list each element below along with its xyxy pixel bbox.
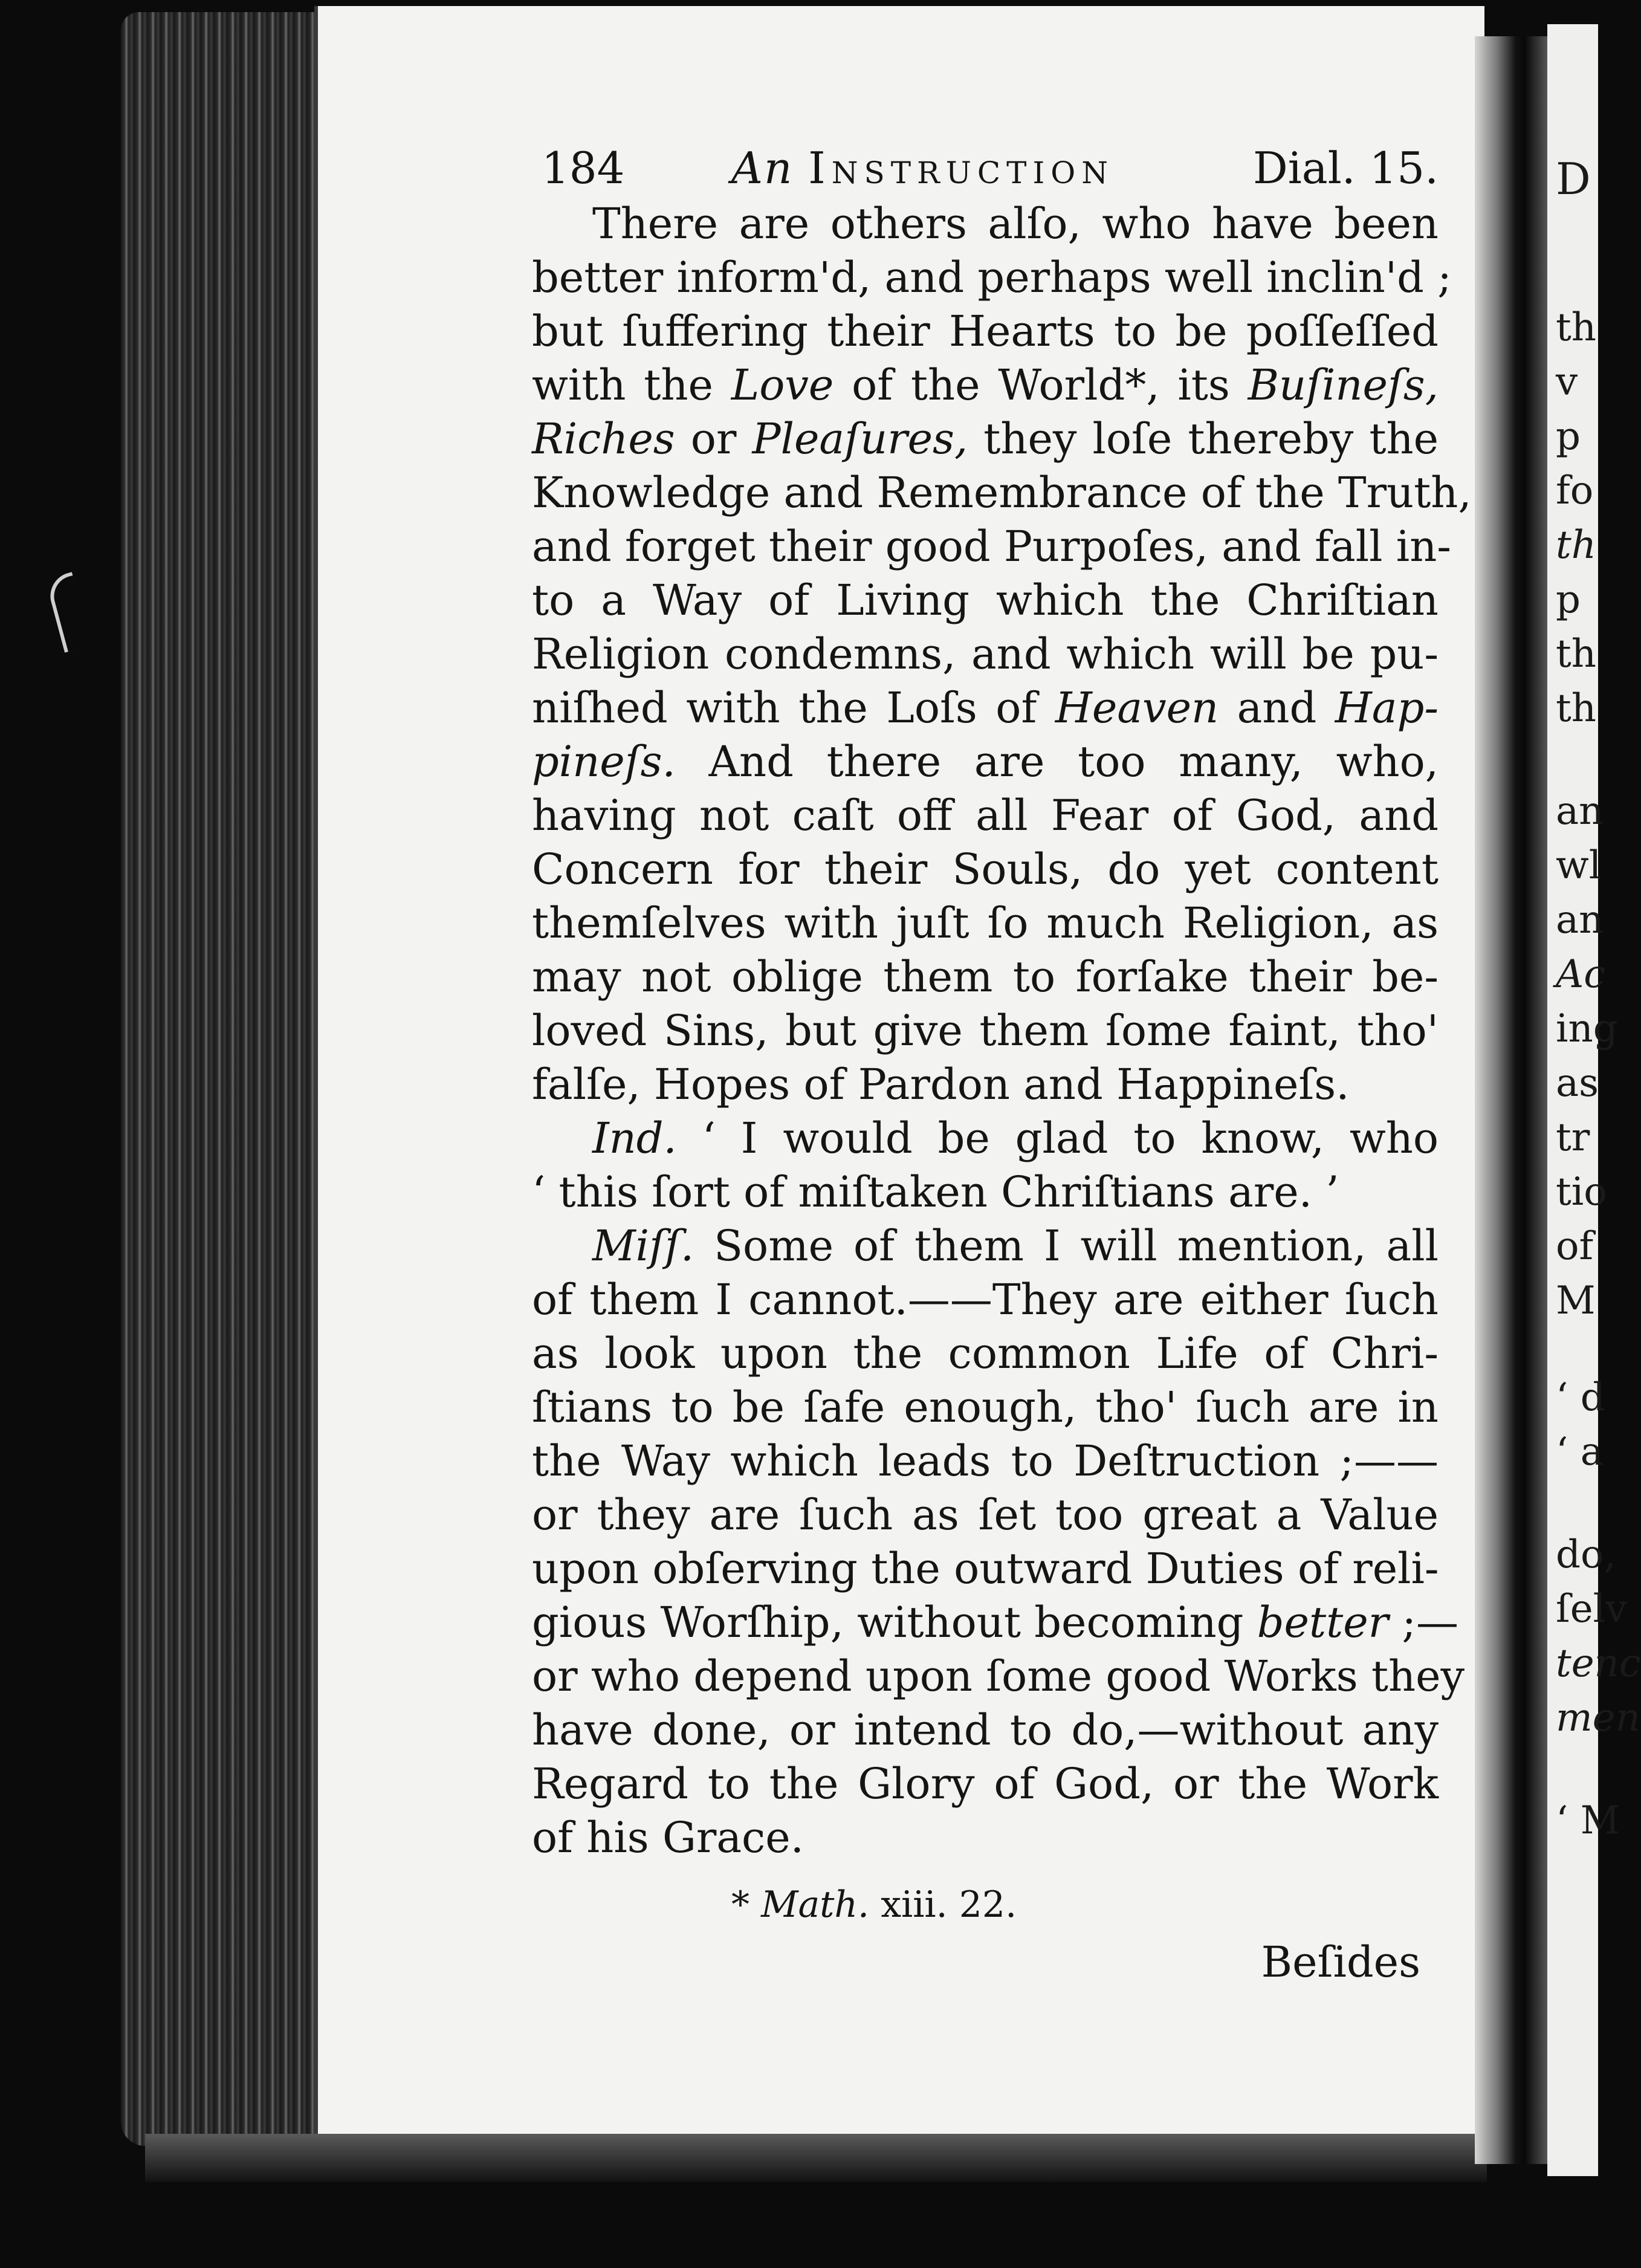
right-page-fragment: tr	[1556, 1115, 1590, 1160]
footnote-ref-italic: Math.	[761, 1884, 870, 1926]
text-line: Knowledge and Remembrance of the Truth,	[532, 468, 1472, 517]
running-title-italic: An	[731, 143, 794, 193]
text-run: And there are too many, who,	[675, 737, 1439, 786]
text-line: of his Grace.	[532, 1813, 804, 1862]
right-page-fragment: wl	[1556, 843, 1602, 888]
text-line: or they are ſuch as ſet too great a Value	[532, 1490, 1439, 1540]
text-run: gious Worſhip, without becoming	[532, 1598, 1257, 1647]
text-run: ;—	[1388, 1598, 1458, 1647]
text-line: Concern for their Souls, do yet content	[532, 844, 1439, 894]
italic-run: Love	[731, 360, 834, 410]
text-run: Some of them I will mention, all	[694, 1221, 1439, 1271]
text-run: and	[1219, 683, 1335, 733]
text-line: upon obſerving the outward Duties of reli-	[532, 1544, 1439, 1593]
text-line: ſtians to be ſafe enough, tho' ſuch are in	[532, 1382, 1439, 1432]
text-line: to a Way of Living which the Chriſtian	[532, 575, 1439, 625]
right-page-fragment: an	[1556, 789, 1604, 834]
right-page-fragment: men	[1556, 1696, 1640, 1740]
right-page-fragment: ‘ a	[1556, 1430, 1604, 1474]
page-number: 184	[542, 143, 625, 193]
text-line: as look upon the common Life of Chri-	[532, 1329, 1439, 1378]
text-line: may not oblige them to forſake their be-	[532, 952, 1439, 1002]
text-line: ‘ this ſort of miſtaken Chriſtians are. ’	[532, 1167, 1339, 1217]
text-line: better inform'd, and perhaps well inclin'd ;	[532, 253, 1452, 302]
text-line: falſe, Hopes of Pardon and Happineſs.	[532, 1060, 1350, 1109]
italic-run: Pleaſures,	[752, 414, 968, 464]
text-line: loved Sins, but give them ſome faint, tho'	[532, 1006, 1439, 1055]
text-line: and forget their good Purpoſes, and fall in-	[532, 522, 1451, 571]
right-page-partial	[1547, 24, 1641, 2176]
right-page-fragment: D	[1556, 154, 1591, 204]
right-page-fragment: p	[1556, 414, 1581, 459]
running-title	[731, 139, 1114, 197]
text-line	[532, 412, 1439, 466]
right-page-fragment: ſelv	[1556, 1587, 1628, 1631]
text-line: but ſuffering their Hearts to be poſſeſſed	[532, 306, 1439, 356]
italic-run: Miſſ.	[592, 1221, 694, 1271]
text-line: themſelves with juſt ſo much Religion, as	[532, 898, 1439, 948]
text-line	[532, 358, 1439, 412]
italic-run: Buſineſs,	[1248, 360, 1439, 410]
right-page-fragment: th	[1556, 686, 1596, 731]
right-page-fragment: ‘ M	[1556, 1798, 1620, 1843]
right-page-fragment: th	[1556, 523, 1596, 568]
page-bottom-shadow	[145, 2134, 1487, 2182]
text-run: they loſe thereby the	[968, 414, 1439, 464]
text-run: or	[675, 414, 753, 464]
text-run: with the	[532, 360, 731, 410]
catchword: Beſides	[1261, 1937, 1420, 1987]
text-line: Regard to the Glory of God, or the Work	[532, 1759, 1439, 1809]
italic-run: Hap-	[1335, 683, 1439, 733]
italic-run: Riches	[532, 414, 675, 464]
italic-run: pineſs.	[532, 737, 676, 786]
footnote-marker: *	[731, 1884, 749, 1926]
running-title-caps: Instruction	[808, 143, 1114, 193]
right-page-fragment: M	[1556, 1278, 1596, 1323]
right-page-fragment: fo	[1556, 468, 1594, 513]
text-run: of the World*, its	[833, 360, 1248, 410]
running-header	[532, 139, 1439, 197]
right-page-fragment: as	[1556, 1061, 1599, 1106]
right-page-fragment: v	[1556, 360, 1578, 404]
right-page-fragment: an	[1556, 898, 1604, 942]
italic-run: Ind.	[592, 1113, 677, 1163]
right-page-fragment: of	[1556, 1224, 1594, 1269]
text-line	[532, 1219, 1439, 1273]
text-line	[532, 1112, 1439, 1165]
text-line	[532, 1596, 1458, 1650]
italic-run: better	[1257, 1598, 1389, 1647]
text-line: or who depend upon ſome good Works they	[532, 1651, 1465, 1701]
right-page-fragment: Ac	[1556, 952, 1606, 997]
right-page-fragment: tio	[1556, 1170, 1607, 1214]
italic-run: Heaven	[1055, 683, 1219, 733]
right-page-fragment: do,	[1556, 1532, 1616, 1577]
text-line: Religion condemns, and which will be pu-	[532, 629, 1439, 679]
dialogue-reference: Dial. 15.	[1253, 143, 1439, 193]
text-line: having not caſt off all Fear of God, and	[532, 791, 1439, 840]
text-line	[532, 735, 1439, 789]
text-run: ‘ I would be glad to know, who	[676, 1113, 1439, 1163]
text-line	[532, 681, 1439, 735]
body-text	[532, 197, 1472, 1865]
footnote	[532, 1881, 1439, 1929]
right-page-fragment: th	[1556, 305, 1596, 350]
text-line: There are others alſo, who have been	[592, 199, 1439, 248]
page-text-block	[532, 139, 1472, 1989]
right-page-fragment: p	[1556, 577, 1581, 622]
footnote-ref-rest: xiii. 22.	[869, 1884, 1017, 1926]
page-stack-edges	[121, 12, 320, 2146]
text-line: of them I cannot.——They are either ſuch	[532, 1275, 1439, 1324]
text-line: have done, or intend to do,—without any	[532, 1705, 1439, 1755]
right-page-fragment: ‘ d	[1556, 1375, 1605, 1420]
right-page-fragment: ing	[1556, 1006, 1618, 1051]
text-line: the Way which leads to Deſtruction ;——	[532, 1436, 1439, 1486]
right-page-fragment: th	[1556, 632, 1596, 676]
stray-scan-mark	[45, 572, 91, 653]
text-run: niſhed with the Loſs of	[532, 683, 1055, 733]
right-page-fragment: tenc	[1556, 1641, 1641, 1686]
